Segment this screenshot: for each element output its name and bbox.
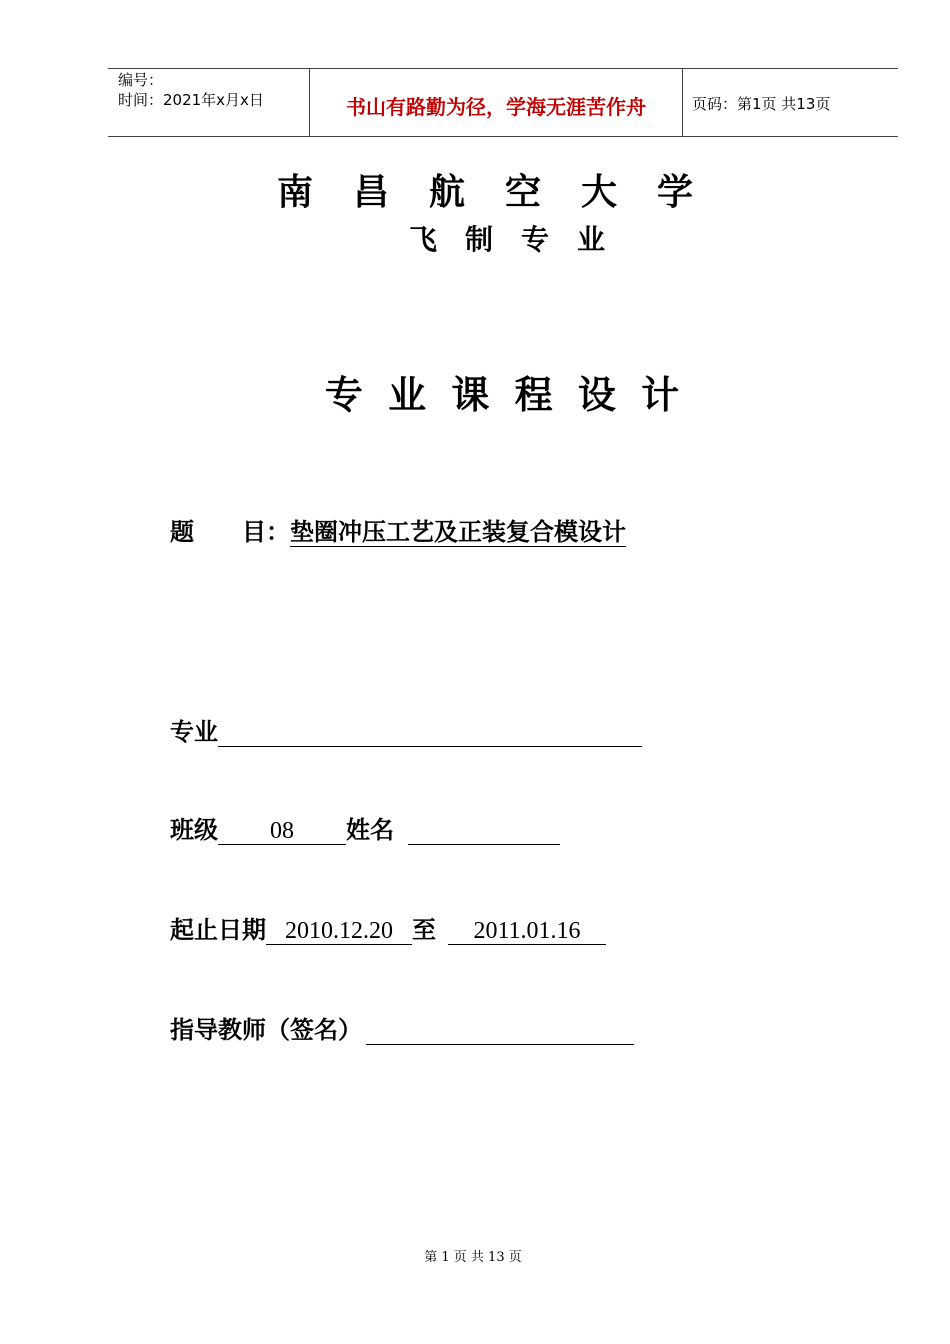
- major-row: [170, 717, 642, 747]
- page-footer: 第 1 页 共 13 页: [424, 1250, 522, 1265]
- start-date[interactable]: 2010.12.20: [266, 916, 412, 945]
- advisor-row: [170, 1015, 634, 1045]
- header-number-label: 编号：: [118, 71, 164, 89]
- class-value[interactable]: 08: [218, 816, 346, 845]
- dates-label: 起止日期: [170, 916, 266, 944]
- header-motto: 书山有路勤为径，学海无涯苦作舟: [346, 95, 646, 119]
- department-name: 飞 制 专 业: [408, 223, 605, 256]
- topic-label: 题 目：: [170, 518, 290, 546]
- class-name-row: [170, 815, 560, 845]
- header-bottom-rule: [108, 136, 898, 137]
- major-label: 专业: [170, 718, 218, 746]
- topic-row: [170, 517, 626, 547]
- name-label: 姓名: [346, 816, 394, 844]
- header-top-rule: [108, 68, 898, 69]
- document-title: 专 业 课 程 设 计: [324, 373, 686, 417]
- advisor-signature-blank[interactable]: [366, 1017, 634, 1045]
- to-label: 至: [412, 916, 436, 944]
- header-page-info: 页码：第1页 共13页: [692, 95, 831, 113]
- topic-value: 垫圈冲压工艺及正装复合模设计: [290, 518, 626, 546]
- name-blank[interactable]: [408, 817, 560, 845]
- header-time-label: 时间：2021年x月x日: [118, 91, 264, 109]
- end-date[interactable]: 2011.01.16: [448, 916, 606, 945]
- dates-row: [170, 915, 606, 945]
- advisor-label: 指导教师（签名）: [170, 1016, 362, 1044]
- university-name: 南 昌 航 空 大 学: [276, 172, 695, 213]
- class-label: 班级: [170, 816, 218, 844]
- header-divider-right: [682, 69, 683, 136]
- major-blank[interactable]: [218, 719, 642, 747]
